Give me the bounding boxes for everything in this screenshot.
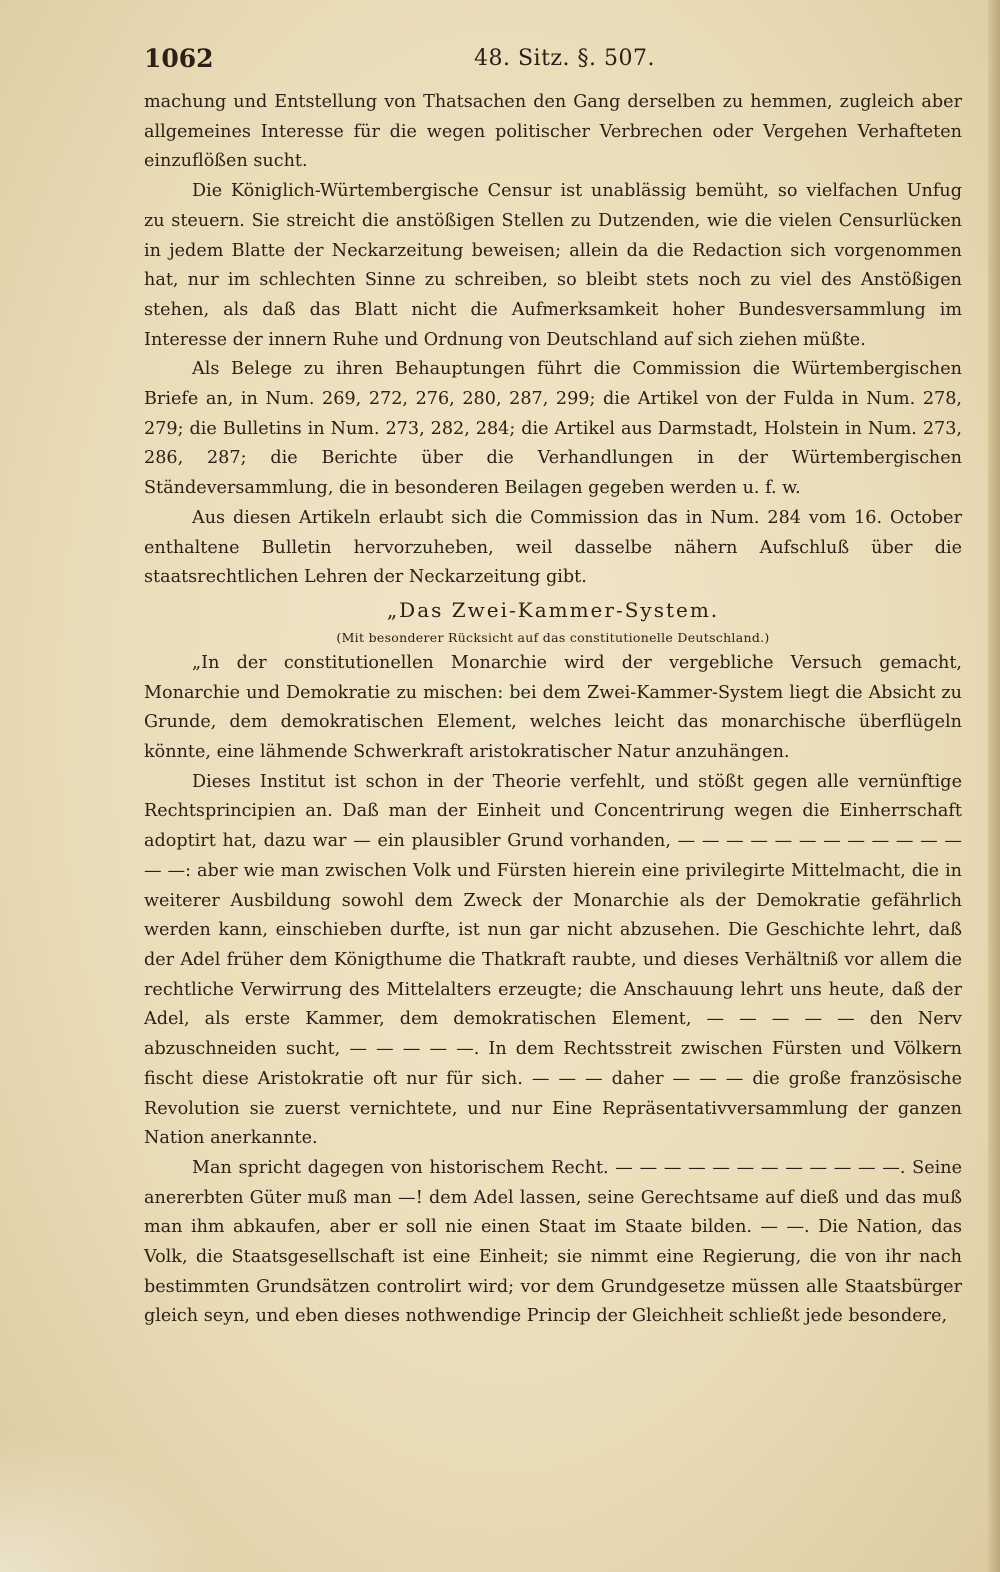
running-head: 48. Sitz. §. 507. (474, 46, 655, 71)
paragraph-bulletin: Aus diesen Artikeln erlaubt sich die Commission das in Num. 284 vom 16. October enthaltene Bulletin hervorzuheben, weil dasselbe nähern Aufschluß über die staatsrechtlichen Lehren der Neckarzeitung gibt. (144, 507, 962, 588)
paragraph-censorship: Die Königlich-Würtembergische Censur ist unablässig bemüht, so vielfachen Unfug zu steuern. Sie streicht die anstößigen Stellen zu Dutzenden, wie die vielen Censurlücken in jedem Blatte der Neckarzeitung beweisen; allein da die Redaction sich vorgenommen hat, nur im schlechten Sinne zu schreiben, so bleibt stets noch zu viel des Anstößigen stehen, als daß das Blatt nicht die Aufmerksamkeit hoher Bundesversammlung im Interesse der innern Ruhe und Ordnung von Deutschland auf sich ziehen müßte. (144, 181, 962, 350)
quoted-bulletin (144, 649, 962, 1332)
body-text (144, 88, 962, 1332)
quote-paragraph-1: „In der constitutionellen Monarchie wird der vergebliche Versuch gemacht, Monarchie und Demokratie zu mischen: bei dem Zwei-Kammer-System liegt die Absicht zu Grunde, dem demokratischen Element, welches leicht das monarchische überflügeln könnte, eine lähmende Schwerkraft aristokratischer Natur anzuhängen. (144, 652, 962, 763)
quote-paragraph-2: Dieses Institut ist schon in der Theorie verfehlt, und stößt gegen alle vernünftige Rechtsprincipien an. Daß man der Einheit und Concentrirung wegen die Einherrschaft adoptirt hat, dazu war — ein plausibler Grund vorhanden, — — — — — — — — — — — — — —: aber wie man zwischen Volk und Fürsten hierein eine privilegirte Mittelmacht, die in weiterer Ausbildung sowohl dem Zweck der Monarchie als der Demokratie gefährlich werden kann, einschieben durfte, ist nun gar nicht abzusehen. Die Geschichte lehrt, daß der Adel früher dem Königthume die Thatkraft raubte, und dieses Verhältniß vor allem die rechtliche Verwirrung des Mittelalters erzeugte; die Anschauung lehrt uns heute, daß der Adel, als erste Kammer, dem demokratischen Element, — — — — — den Nerv abzuschneiden sucht, — — — — —. In dem Rechtsstreit zwischen Fürsten und Völkern fischt diese Aristokratie oft nur für sich. — — — daher — — — die große französische Revolution sie zuerst vernichtete, und nur Eine Repräsentativversammlung der ganzen Nation anerkannte. (144, 771, 962, 1149)
paragraph-evidence: Als Belege zu ihren Behauptungen führt die Commission die Würtembergischen Briefe an, in Num. 269, 272, 276, 280, 287, 299; die Artikel von der Fulda in Num. 278, 279; die Bulletins in Num. 273, 282, 284; die Artikel aus Darmstadt, Holstein in Num. 273, 286, 287; die Berichte über die Verhandlungen in der Würtembergischen Ständeversammlung, die in besonderen Beilagen gegeben werden u. f. w. (144, 359, 962, 499)
quote-paragraph-3: Man spricht dagegen von historischem Recht. — — — — — — — — — — — —. Seine anererbten Güter muß man —! dem Adel lassen, seine Gerechtsame auf dieß und das muß man ihm abkaufen, aber er soll nie einen Staat im Staate bilden. — —. Die Nation, das Volk, die Staatsgesellschaft ist eine Einheit; sie nimmt eine Regierung, die von ihr nach bestimmten Grundsätzen controlirt wird; vor dem Grundgesetze müssen alle Staatsbürger gleich seyn, und eben dieses nothwendige Princip der Gleichheit schließt jede besondere, (144, 1157, 962, 1327)
quote-subheading: (Mit besonderer Rücksicht auf das constitutionelle Deutschland.) (336, 629, 770, 645)
page-number: 1062 (144, 44, 214, 73)
page-header (144, 44, 962, 80)
quote-heading: „Das Zwei-Kammer-System. (386, 597, 720, 622)
paragraph-continuation: machung und Entstellung von Thatsachen den Gang derselben zu hemmen, zugleich aber allgemeines Interesse für die wegen politischer Verbrechen oder Vergehen Verhafteten einzuflößen sucht. (144, 92, 962, 172)
page-edge-shadow (988, 0, 1000, 1572)
